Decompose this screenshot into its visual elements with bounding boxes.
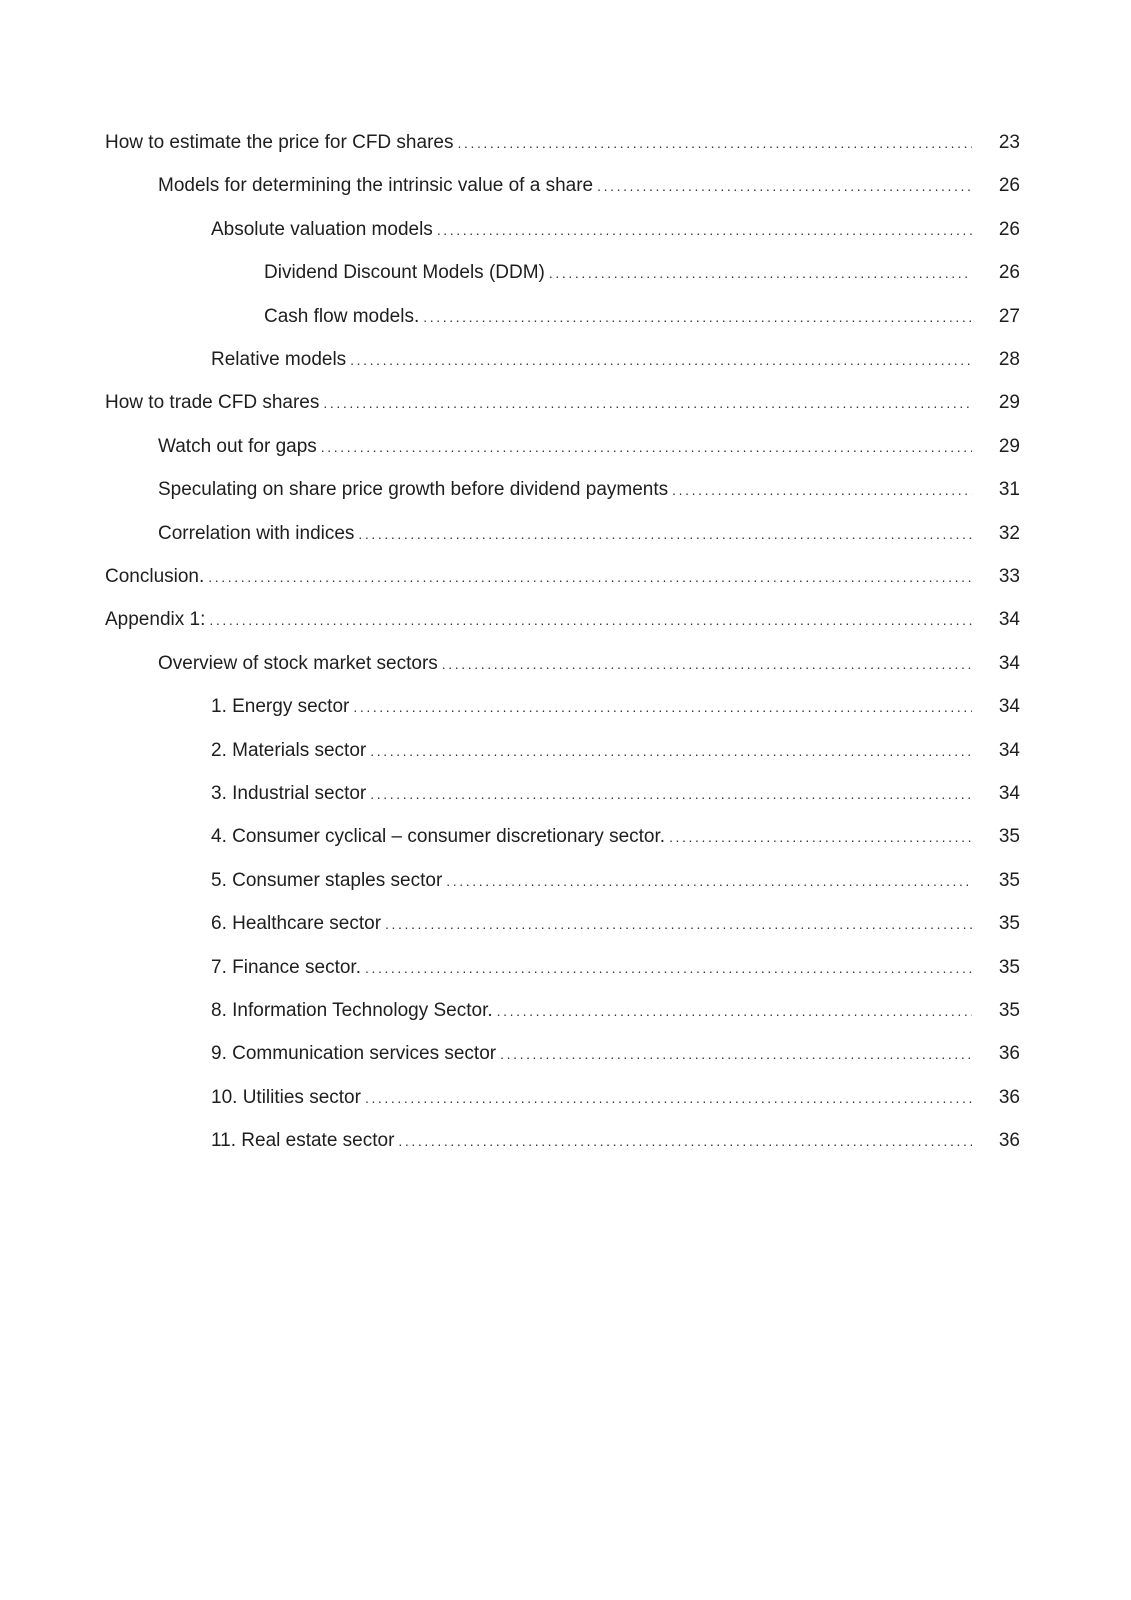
toc-entry-page-number: 26	[998, 218, 1020, 240]
toc-entry-page-number: 31	[998, 479, 1020, 501]
toc-entry[interactable]	[105, 388, 1020, 418]
toc-entry[interactable]	[211, 345, 1020, 375]
toc-entry-title: 11. Real estate sector	[211, 1130, 395, 1152]
toc-dot-leader	[365, 1083, 972, 1113]
toc-entry[interactable]	[211, 1083, 1020, 1113]
toc-entry[interactable]	[105, 128, 1020, 158]
toc-dot-leader	[353, 692, 972, 722]
toc-entry[interactable]	[158, 519, 1020, 549]
toc-entry-page-number: 28	[998, 349, 1020, 370]
toc-dot-leader	[321, 432, 972, 462]
toc-dot-leader	[323, 388, 972, 418]
toc-entry-title: Speculating on share price growth before dividend payments	[158, 479, 669, 501]
toc-entry[interactable]	[211, 1039, 1020, 1069]
toc-dot-leader	[209, 605, 972, 635]
toc-entry-page-number: 34	[998, 652, 1020, 674]
toc-dot-leader	[398, 1126, 972, 1156]
toc-dot-leader	[500, 1039, 972, 1069]
toc-entry-title: 5. Consumer staples sector	[211, 869, 443, 891]
toc-entry-page-number: 36	[998, 1130, 1020, 1152]
toc-entry-page-number: 27	[998, 305, 1020, 327]
toc-dot-leader	[442, 649, 972, 679]
toc-dot-leader	[437, 215, 972, 245]
toc-entry-title: How to trade CFD shares	[105, 392, 320, 414]
toc-entry-title: Relative models	[211, 349, 347, 370]
toc-entry[interactable]	[158, 475, 1020, 505]
toc-dot-leader	[370, 736, 972, 766]
toc-dot-leader	[457, 128, 972, 158]
toc-entry-page-number: 26	[998, 175, 1020, 197]
toc-entry-title: 10. Utilities sector	[211, 1086, 361, 1108]
toc-entry-page-number: 35	[998, 913, 1020, 935]
toc-entry-page-number: 35	[998, 869, 1020, 891]
toc-entry[interactable]	[211, 215, 1020, 245]
toc-entry-title: Correlation with indices	[158, 522, 355, 544]
toc-entry-title: 4. Consumer cyclical – consumer discretionary sector.	[211, 826, 666, 848]
toc-entry-title: 6. Healthcare sector	[211, 913, 382, 935]
toc-dot-leader	[350, 345, 972, 375]
toc-entry-page-number: 34	[998, 783, 1020, 804]
toc-entry-page-number: 36	[998, 1086, 1020, 1108]
toc-entry-title: 2. Materials sector	[211, 739, 367, 761]
toc-entry-title: Appendix 1:	[105, 609, 206, 631]
toc-dot-leader	[358, 519, 972, 549]
toc-entry[interactable]	[105, 605, 1020, 635]
toc-entry[interactable]	[158, 649, 1020, 679]
toc-entry[interactable]	[158, 432, 1020, 462]
toc-dot-leader	[669, 822, 972, 852]
toc-dot-leader	[370, 779, 972, 809]
toc-entry[interactable]	[211, 779, 1020, 809]
toc-entry-page-number: 35	[998, 1000, 1020, 1021]
toc-entry[interactable]	[211, 953, 1020, 983]
toc-dot-leader	[597, 171, 972, 201]
toc-entry[interactable]	[211, 909, 1020, 939]
toc-entry-page-number: 29	[998, 392, 1020, 414]
toc-entry[interactable]	[211, 996, 1020, 1026]
toc-entry-page-number: 35	[998, 826, 1020, 848]
toc-entry[interactable]	[211, 1126, 1020, 1156]
toc-entry[interactable]	[211, 736, 1020, 766]
toc-entry-page-number: 34	[998, 609, 1020, 631]
toc-entry[interactable]	[105, 562, 1020, 592]
toc-entry-title: How to estimate the price for CFD shares	[105, 132, 454, 153]
toc-entry-page-number: 23	[998, 132, 1020, 153]
toc-entry[interactable]	[211, 866, 1020, 896]
toc-entry-title: 9. Communication services sector	[211, 1043, 497, 1065]
toc-entry-page-number: 33	[998, 566, 1020, 587]
toc-entry[interactable]	[264, 302, 1020, 332]
toc-entry-title: 7. Finance sector.	[211, 956, 361, 978]
toc-dot-leader	[385, 909, 972, 939]
toc-entry-title: Models for determining the intrinsic value of a share	[158, 175, 594, 197]
toc-entry-title: 3. Industrial sector	[211, 783, 367, 804]
toc-entry-title: Conclusion.	[105, 566, 205, 587]
toc-entry-title: 8. Information Technology Sector.	[211, 1000, 493, 1021]
toc-dot-leader	[208, 562, 972, 592]
toc-dot-leader	[672, 475, 972, 505]
toc-dot-leader	[423, 302, 972, 332]
toc-entry[interactable]	[264, 258, 1020, 288]
toc-entry-title: Watch out for gaps	[158, 435, 317, 457]
toc-entry-page-number: 26	[998, 262, 1020, 284]
toc-entry-page-number: 29	[998, 435, 1020, 457]
toc-entry[interactable]	[158, 171, 1020, 201]
toc-entry[interactable]	[211, 822, 1020, 852]
toc-entry-page-number: 34	[998, 696, 1020, 718]
toc-entry-title: Dividend Discount Models (DDM)	[264, 262, 545, 284]
toc-dot-leader	[549, 258, 972, 288]
toc-dot-leader	[365, 953, 972, 983]
toc-dot-leader	[497, 996, 972, 1026]
toc-entry-page-number: 34	[998, 739, 1020, 761]
toc-entry-title: Overview of stock market sectors	[158, 652, 438, 674]
toc-entry-page-number: 35	[998, 956, 1020, 978]
toc-entry-title: Cash flow models.	[264, 305, 420, 327]
toc-entry-page-number: 32	[998, 522, 1020, 544]
toc-entry[interactable]	[211, 692, 1020, 722]
toc-dot-leader	[446, 866, 972, 896]
toc-entry-title: 1. Energy sector	[211, 696, 350, 718]
toc-entry-page-number: 36	[998, 1043, 1020, 1065]
toc-entry-title: Absolute valuation models	[211, 218, 433, 240]
